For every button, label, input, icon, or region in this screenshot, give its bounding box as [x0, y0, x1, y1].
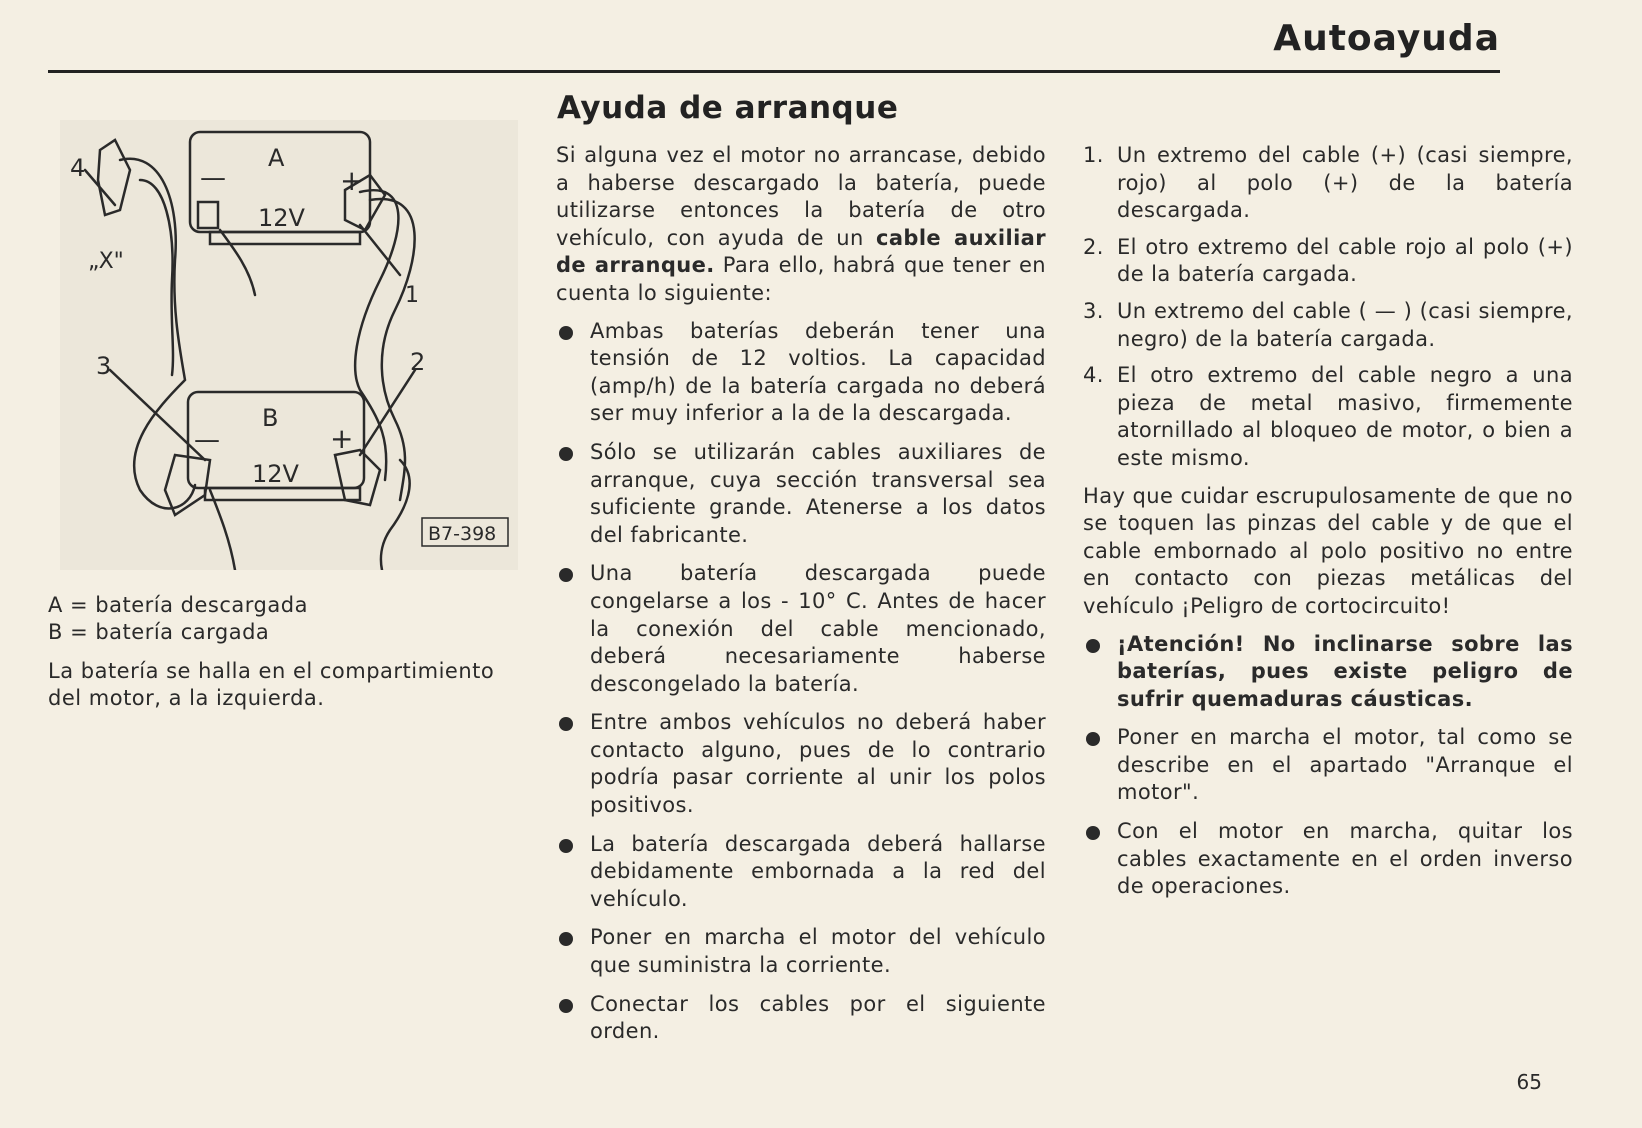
step-text: El otro extremo del cable negro a una pieza de metal masivo, firmemente atornillado al bloqueo de motor, o bien a este mismo. [1117, 363, 1573, 470]
right-column [1083, 142, 1573, 912]
list-item: Sólo se utilizarán cables auxiliares de arranque, cuya sección transversal sea suficiente grande. Atenerse a los datos del fabricante. [556, 439, 1046, 549]
battery-a-voltage: 12V [258, 204, 305, 232]
section-title: Ayuda de arranque [557, 90, 899, 126]
callout-4: 4 [70, 154, 86, 182]
battery-a-plus: + [340, 164, 364, 197]
list-item: Poner en marcha el motor, tal como se describe en el apartado "Arranque el motor". [1083, 724, 1573, 807]
connection-steps [1083, 142, 1573, 473]
page-number: 65 [1516, 1070, 1542, 1094]
short-circuit-warning-paragraph: Hay que cuidar escrupulosamente de que no se toquen las pinzas del cable y de que el cable embornado al polo positivo no entre en contacto con piezas metálicas del vehículo ¡Peligro de cortocircuito! [1083, 483, 1573, 618]
battery-a-minus: — [200, 163, 226, 193]
list-item [1083, 298, 1573, 353]
list-item [1083, 234, 1573, 289]
list-item: Poner en marcha el motor del vehículo que suministra la corriente. [556, 924, 1046, 979]
leader-3 [110, 370, 205, 460]
header-rule [48, 70, 1500, 73]
list-item: Conectar los cables por el siguiente orden. [556, 991, 1046, 1046]
cable-bottom-left [210, 490, 235, 570]
step-number: 2. [1083, 234, 1104, 259]
page-header-title: Autoayuda [1273, 18, 1500, 59]
callout-x: „X" [88, 249, 124, 274]
step-number: 1. [1083, 143, 1104, 167]
cable-positive-top [355, 190, 398, 480]
battery-b-base [205, 488, 360, 500]
leader-1 [360, 225, 400, 275]
leader-2 [360, 370, 415, 455]
cable-to-ground [220, 230, 255, 295]
battery-a-base [210, 232, 360, 244]
battery-b-plus: + [330, 422, 354, 455]
list-item: Entre ambos vehículos no deberá haber contacto alguno, pues de lo contrario podría pasar corriente al unir los polos positivos. [556, 709, 1046, 819]
battery-a-label: A [268, 144, 285, 172]
middle-column [556, 142, 1046, 1057]
jump-start-diagram-svg [60, 120, 518, 570]
step-text: El otro extremo del cable rojo al polo (+) de la batería cargada. [1117, 234, 1573, 287]
callout-2: 2 [410, 348, 426, 376]
battery-b-label: B [262, 404, 279, 432]
leader-4 [85, 170, 115, 205]
step-number: 3. [1083, 298, 1104, 323]
figure-code: B7-398 [428, 523, 497, 545]
battery-location-note: La batería se halla en el compartimiento del motor, a la izquierda. [48, 659, 495, 710]
jump-start-diagram [60, 120, 518, 570]
intro-bold-term: cable auxiliar de arranque. [556, 225, 1047, 278]
legend-a: A = batería descargada [48, 593, 308, 617]
step-number: 4. [1083, 363, 1104, 388]
callout-3: 3 [96, 352, 112, 380]
intro-text-before: Si alguna vez el motor no arrancase, debido a haberse descargado la batería, puede utilizarse entonces la batería de otro vehículo, con ayuda de un [556, 143, 1046, 250]
battery-b-minus: — [194, 425, 220, 455]
battery-a-terminal-minus [198, 202, 218, 228]
precautions-list [556, 318, 1046, 1046]
list-item: Una batería descargada puede congelarse a los - 10° C. Antes de hacer la conexión del cable mencionado, deberá necesariamente haberse descongelado la batería. [556, 560, 1046, 698]
step-text: Un extremo del cable ( — ) (casi siempre, negro) de la batería cargada. [1117, 298, 1573, 351]
list-item [1083, 142, 1573, 225]
cable-negative-left-2 [140, 180, 173, 375]
list-item: Ambas baterías deberán tener una tensión de 12 voltios. La capacidad (amp/h) de la batería cargada no deberá ser muy inferior a la de la descargada. [556, 318, 1046, 428]
figure-caption [48, 592, 528, 712]
step-text: Un extremo del cable (+) (casi siempre, rojo) al polo (+) de la batería descargada. [1117, 143, 1573, 223]
final-steps-list [1083, 631, 1573, 901]
legend-b: B = batería cargada [48, 620, 270, 644]
list-item: La batería descargada deberá hallarse debidamente embornada a la red del vehículo. [556, 831, 1046, 914]
list-item [1083, 362, 1573, 472]
callout-1: 1 [405, 283, 419, 308]
clamp-bottom-right [335, 450, 380, 505]
battery-b-voltage: 12V [252, 460, 299, 488]
intro-text-after: Para ello, habrá que tener en cuenta lo siguiente: [556, 253, 1046, 305]
list-item: Con el motor en marcha, quitar los cables exactamente en el orden inverso de operaciones. [1083, 818, 1573, 901]
caustic-burn-warning: ¡Atención! No inclinarse sobre las baterías, pues existe peligro de sufrir quemaduras cáusticas. [1083, 631, 1573, 714]
intro-paragraph [556, 142, 1046, 308]
